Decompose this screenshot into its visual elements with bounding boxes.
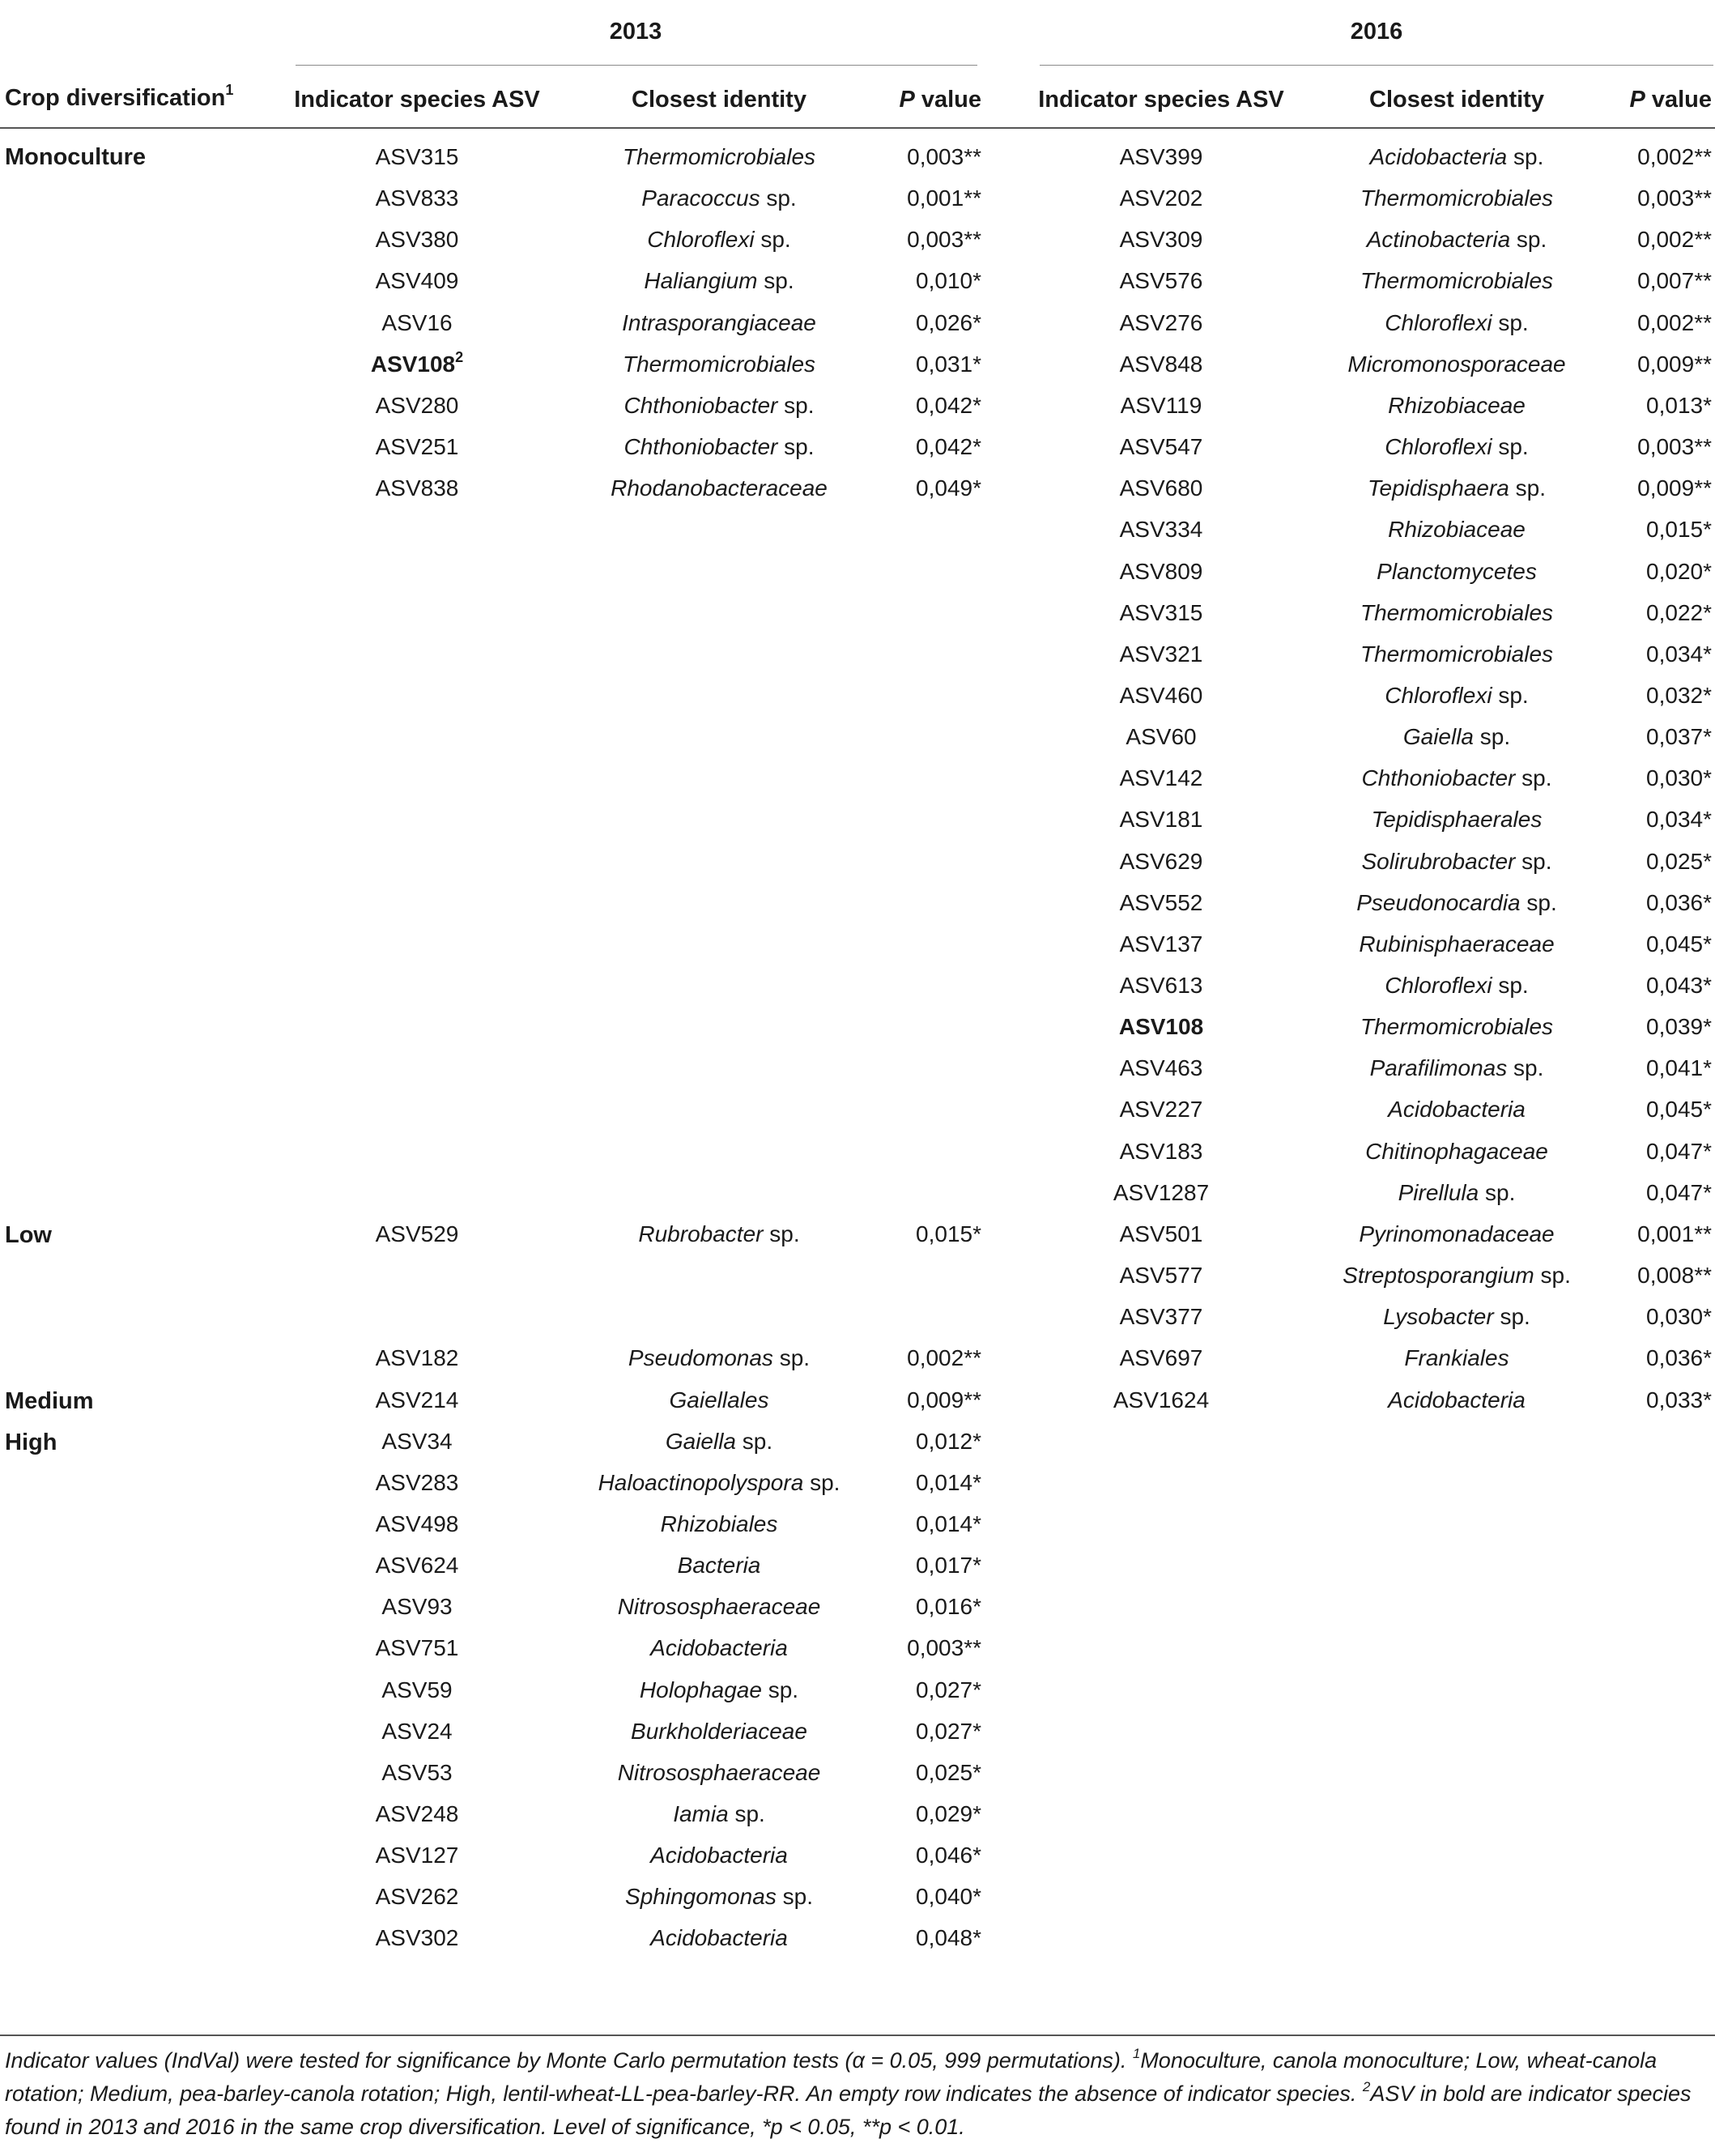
asv-cell: $ASV108^2$ — [370, 348, 464, 377]
closest-identity-cell: Haliangium sp. — [644, 268, 794, 293]
closest-identity-cell: Thermomicrobiales — [1360, 185, 1554, 211]
closest-identity-cell: Chloroflexi sp. — [1385, 434, 1529, 459]
closest-identity-cell: Chloroflexi sp. — [1385, 310, 1529, 335]
asv-cell: ASV53 — [381, 1760, 453, 1785]
asv-cell: ASV280 — [375, 393, 459, 418]
p-value-header-2016: P value — [1629, 87, 1712, 113]
p-value-cell: 0,027* — [916, 1677, 981, 1702]
p-value-cell: 0,029* — [916, 1801, 981, 1826]
closest-identity-cell: Thermomicrobiales — [1360, 268, 1554, 293]
closest-identity-cell: Streptosporangium sp. — [1343, 1263, 1571, 1288]
closest-identity-cell: Thermomicrobiales — [622, 352, 816, 377]
p-value-cell: 0,048* — [916, 1925, 981, 1950]
p-value-cell: 0,026* — [916, 310, 981, 335]
closest-identity-cell: Lysobacter sp. — [1383, 1304, 1530, 1329]
asv-cell: ASV463 — [1119, 1055, 1203, 1080]
asv-cell: ASV227 — [1119, 1097, 1203, 1122]
p-value-cell: 0,047* — [1646, 1180, 1712, 1205]
asv-cell: ASV24 — [381, 1719, 453, 1744]
asv-cell: ASV1287 — [1113, 1180, 1210, 1205]
p-value-cell: 0,025* — [1646, 849, 1712, 874]
asv-cell: ASV377 — [1119, 1304, 1203, 1329]
p-value-cell: 0,007** — [1637, 268, 1712, 293]
closest-identity-cell: Intrasporangiaceae — [622, 310, 816, 335]
indicator-asv-header-2016: Indicator species ASV — [1038, 87, 1284, 113]
closest-identity-cell: Chitinophagaceae — [1365, 1139, 1548, 1164]
asv-cell: ASV202 — [1119, 185, 1203, 211]
group-low: Low — [5, 1222, 52, 1248]
p-value-cell: 0,003** — [1637, 434, 1712, 459]
rule-2013 — [296, 65, 977, 66]
closest-identity-cell: Frankiales — [1404, 1345, 1509, 1370]
p-value-cell: 0,036* — [1646, 890, 1712, 915]
closest-identity-cell: Acidobacteria — [650, 1843, 788, 1868]
asv-cell: ASV547 — [1119, 434, 1203, 459]
closest-identity-cell: Tepidisphaera sp. — [1367, 475, 1547, 501]
p-value-cell: 0,049* — [916, 475, 981, 501]
closest-identity-cell: Chloroflexi sp. — [1385, 683, 1529, 708]
closest-identity-cell: Thermomicrobiales — [1360, 641, 1554, 667]
closest-identity-cell: Pirellula sp. — [1398, 1180, 1516, 1205]
closest-identity-cell: Nitrososphaeraceae — [617, 1760, 821, 1785]
closest-identity-cell: Chthoniobacter sp. — [623, 434, 815, 459]
p-value-cell: 0,001** — [907, 185, 981, 211]
year-2013-header: 2013 — [609, 19, 662, 45]
asv-cell: ASV409 — [375, 268, 459, 293]
asv-cell: ASV137 — [1119, 931, 1203, 957]
closest-identity-cell: Bacteria — [677, 1553, 761, 1578]
closest-identity-cell: Rhizobiaceae — [1388, 517, 1526, 542]
p-value-cell: 0,003** — [1637, 185, 1712, 211]
asv-cell: ASV34 — [381, 1429, 453, 1454]
closest-identity-cell: Rhizobiaceae — [1388, 393, 1526, 418]
p-value-cell: 0,015* — [916, 1221, 981, 1246]
asv-cell: ASV214 — [375, 1387, 459, 1412]
closest-identity-cell: Actinobacteria sp. — [1366, 227, 1547, 252]
asv-cell: ASV276 — [1119, 310, 1203, 335]
asv-cell: ASV1624 — [1113, 1387, 1210, 1412]
p-value-cell: 0,037* — [1646, 724, 1712, 749]
asv-cell: ASV629 — [1119, 849, 1203, 874]
p-value-cell: 0,009** — [1637, 352, 1712, 377]
closest-identity-cell: Rubinisphaeraceae — [1359, 931, 1555, 957]
p-value-cell: 0,008** — [1637, 1263, 1712, 1288]
asv-cell: ASV283 — [375, 1470, 459, 1495]
closest-identity-cell: Nitrososphaeraceae — [617, 1594, 821, 1619]
p-value-cell: 0,009** — [907, 1387, 981, 1412]
p-value-cell: 0,020* — [1646, 559, 1712, 584]
closest-identity-cell: Solirubrobacter sp. — [1361, 849, 1552, 874]
asv-cell: ASV624 — [375, 1553, 459, 1578]
closest-identity-cell: Haloactinopolyspora sp. — [598, 1470, 840, 1495]
p-value-cell: 0,013* — [1646, 393, 1712, 418]
p-value-cell: 0,002** — [1637, 310, 1712, 335]
closest-identity-cell: Acidobacteria — [650, 1635, 788, 1660]
closest-identity-cell: Chthoniobacter sp. — [1361, 765, 1552, 790]
closest-identity-cell: Micromonosporaceae — [1347, 352, 1566, 377]
asv-cell: ASV119 — [1120, 393, 1202, 418]
p-value-cell: 0,010* — [916, 268, 981, 293]
asv-cell: ASV60 — [1126, 724, 1197, 749]
asv-cell: ASV321 — [1119, 641, 1203, 667]
closest-identity-cell: Gaiella sp. — [1402, 724, 1511, 749]
asv-cell: ASV309 — [1119, 227, 1203, 252]
group-high: High — [5, 1430, 57, 1455]
closest-identity-cell: Rhizobiales — [660, 1511, 778, 1536]
closest-identity-cell: Chloroflexi sp. — [1385, 973, 1529, 998]
asv-cell: ASV460 — [1119, 683, 1203, 708]
asv-cell: ASV59 — [381, 1677, 453, 1702]
asv-cell: ASV182 — [375, 1345, 459, 1370]
p-value-cell: 0,033* — [1646, 1387, 1712, 1412]
year-2016-header: 2016 — [1350, 19, 1403, 45]
p-value-cell: 0,003** — [907, 227, 981, 252]
closest-identity-cell: Holophagae sp. — [639, 1677, 799, 1702]
closest-identity-cell: Thermomicrobiales — [1360, 1014, 1554, 1039]
indicator-asv-header-2013: Indicator species ASV — [294, 87, 540, 113]
header-bottom-rule — [0, 127, 1715, 129]
p-value-cell: 0,040* — [916, 1884, 981, 1909]
closest-identity-cell: Pseudonocardia sp. — [1356, 890, 1557, 915]
asv-cell: ASV577 — [1119, 1263, 1203, 1288]
p-value-cell: 0,030* — [1646, 765, 1712, 790]
closest-identity-cell: Gaiellales — [669, 1387, 769, 1412]
closest-identity-header-2016: Closest identity — [1369, 87, 1544, 113]
closest-identity-cell: Burkholderiaceae — [631, 1719, 807, 1744]
asv-cell: ASV501 — [1119, 1221, 1203, 1246]
asv-cell: ASV315 — [375, 144, 459, 169]
asv-cell: ASV108 — [1118, 1014, 1204, 1039]
p-value-cell: 0,043* — [1646, 973, 1712, 998]
asv-cell: ASV576 — [1119, 268, 1203, 293]
p-value-cell: 0,034* — [1646, 807, 1712, 832]
p-value-cell: 0,039* — [1646, 1014, 1712, 1039]
table-bottom-rule — [0, 2035, 1715, 2036]
closest-identity-cell: Acidobacteria — [650, 1925, 788, 1950]
p-value-cell: 0,045* — [1646, 931, 1712, 957]
closest-identity-cell: Pyrinomonadaceae — [1359, 1221, 1555, 1246]
p-value-cell: 0,047* — [1646, 1139, 1712, 1164]
closest-identity-cell: Rhodanobacteraceae — [611, 475, 828, 501]
p-value-cell: 0,012* — [916, 1429, 981, 1454]
asv-cell: ASV552 — [1119, 890, 1203, 915]
asv-cell: ASV262 — [375, 1884, 459, 1909]
p-value-cell: 0,003** — [907, 144, 981, 169]
p-value-cell: 0,003** — [907, 1635, 981, 1660]
p-value-cell: 0,009** — [1637, 475, 1712, 501]
p-value-cell: 0,031* — [916, 352, 981, 377]
closest-identity-cell: Acidobacteria — [1388, 1387, 1526, 1412]
p-value-cell: 0,041* — [1646, 1055, 1712, 1080]
p-value-cell: 0,042* — [916, 393, 981, 418]
p-value-cell: 0,002** — [1637, 144, 1712, 169]
p-value-cell: 0,002** — [907, 1345, 981, 1370]
rule-2016 — [1040, 65, 1713, 66]
p-value-cell: 0,032* — [1646, 683, 1712, 708]
closest-identity-cell: Thermomicrobiales — [1360, 600, 1554, 625]
p-value-header-2013: P value — [899, 87, 981, 113]
table-footnote: Indicator values (IndVal) were tested for significance by Monte Carlo permutation tests (α = 0.05, 999 permutations). $^1$Monoculture, canola monoculture; Low, wheat-canola rotation; Medium, pea-barley-canola rotation; High, lentil-wheat-LL-pea-barley-RR. An empty row indicates the absence of indicator species. $^2$ASV in bold are indicator species found in 2013 and 2016 in the same crop diversification. Level of significance, *p < 0.05, **p < 0.01. — [5, 2046, 1692, 2139]
p-value-cell: 0,030* — [1646, 1304, 1712, 1329]
asv-cell: ASV334 — [1119, 517, 1203, 542]
p-value-cell: 0,014* — [916, 1511, 981, 1536]
p-value-cell: 0,017* — [916, 1553, 981, 1578]
p-value-cell: 0,045* — [1646, 1097, 1712, 1122]
closest-identity-cell: Acidobacteria — [1388, 1097, 1526, 1122]
group-monoculture: Monoculture — [5, 144, 146, 170]
asv-cell: ASV751 — [375, 1635, 459, 1660]
closest-identity-cell: Thermomicrobiales — [622, 144, 816, 169]
asv-cell: ASV833 — [375, 185, 459, 211]
asv-cell: ASV302 — [375, 1925, 459, 1950]
p-value-cell: 0,036* — [1646, 1345, 1712, 1370]
group-medium: Medium — [5, 1388, 94, 1414]
asv-cell: ASV142 — [1119, 765, 1203, 790]
p-value-cell: 0,001** — [1637, 1221, 1712, 1246]
closest-identity-cell: Tepidisphaerales — [1371, 807, 1543, 832]
asv-cell: ASV498 — [375, 1511, 459, 1536]
closest-identity-cell: Chthoniobacter sp. — [623, 393, 815, 418]
closest-identity-cell: Chloroflexi sp. — [647, 227, 791, 252]
p-value-cell: 0,027* — [916, 1719, 981, 1744]
asv-cell: ASV248 — [375, 1801, 459, 1826]
crop-diversification-header: Crop diversification$^1$ — [5, 82, 234, 111]
asv-cell: ASV251 — [375, 434, 459, 459]
asv-cell: ASV183 — [1119, 1139, 1203, 1164]
closest-identity-cell: Pseudomonas sp. — [628, 1345, 811, 1370]
closest-identity-cell: Parafilimonas sp. — [1369, 1055, 1544, 1080]
asv-cell: ASV529 — [375, 1221, 459, 1246]
asv-cell: ASV680 — [1119, 475, 1203, 501]
asv-cell: ASV848 — [1119, 352, 1203, 377]
p-value-cell: 0,015* — [1646, 517, 1712, 542]
p-value-cell: 0,025* — [916, 1760, 981, 1785]
closest-identity-header-2013: Closest identity — [632, 87, 806, 113]
p-value-cell: 0,042* — [916, 434, 981, 459]
p-value-cell: 0,016* — [916, 1594, 981, 1619]
asv-cell: ASV697 — [1119, 1345, 1203, 1370]
asv-cell: ASV809 — [1119, 559, 1203, 584]
closest-identity-cell: Rubrobacter sp. — [638, 1221, 800, 1246]
asv-cell: ASV315 — [1119, 600, 1203, 625]
closest-identity-cell: Paracoccus sp. — [641, 185, 797, 211]
asv-cell: ASV399 — [1119, 144, 1203, 169]
p-value-cell: 0,046* — [916, 1843, 981, 1868]
asv-cell: ASV181 — [1119, 807, 1203, 832]
p-value-cell: 0,014* — [916, 1470, 981, 1495]
asv-cell: ASV127 — [375, 1843, 459, 1868]
asv-cell: ASV16 — [381, 310, 453, 335]
closest-identity-cell: Sphingomonas sp. — [625, 1884, 813, 1909]
p-value-cell: 0,034* — [1646, 641, 1712, 667]
p-value-cell: 0,002** — [1637, 227, 1712, 252]
asv-cell: ASV838 — [375, 475, 459, 501]
asv-cell: ASV613 — [1119, 973, 1203, 998]
closest-identity-cell: Gaiella sp. — [665, 1429, 773, 1454]
asv-cell: ASV380 — [375, 227, 459, 252]
closest-identity-cell: Iamia sp. — [673, 1801, 765, 1826]
asv-cell: ASV93 — [381, 1594, 453, 1619]
closest-identity-cell: Acidobacteria sp. — [1369, 144, 1544, 169]
p-value-cell: 0,022* — [1646, 600, 1712, 625]
closest-identity-cell: Planctomycetes — [1377, 559, 1537, 584]
